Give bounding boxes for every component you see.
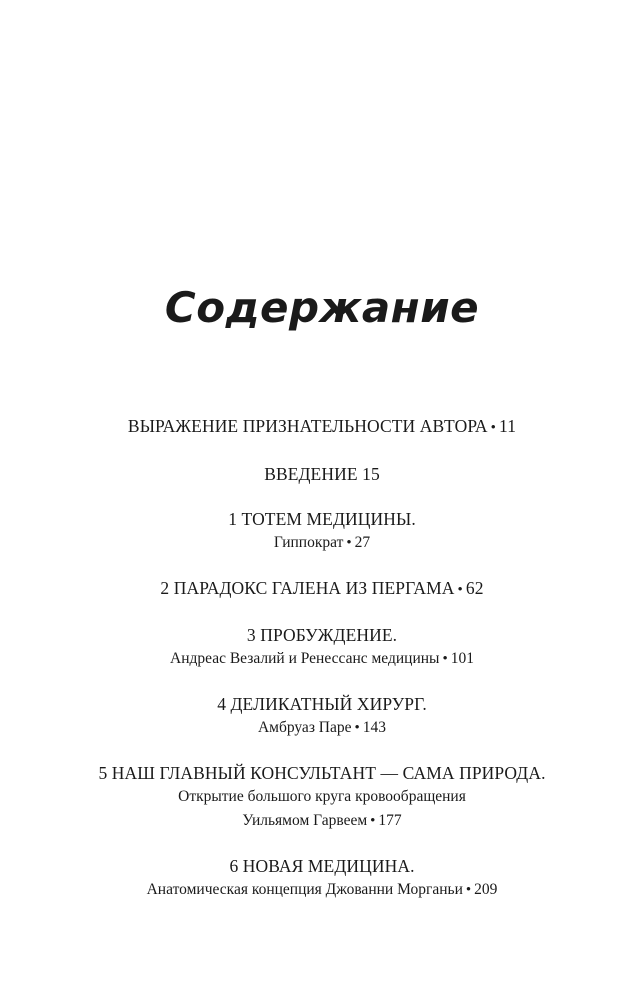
- toc-entry-page-number: 101: [450, 650, 474, 667]
- toc-entry-subtitle: [20, 878, 624, 902]
- toc-entry-chapter-1[interactable]: [20, 507, 624, 555]
- toc-entry-heading: [20, 576, 624, 602]
- toc-entry-chapter-4[interactable]: [20, 692, 624, 740]
- toc-entry-subtitle-line-1: Открытие большого круга кровообращения: [178, 788, 466, 805]
- bullet-separator: •: [370, 813, 376, 829]
- toc-entry-page-number: 27: [354, 534, 371, 551]
- toc-entry-page-number: 62: [465, 578, 484, 598]
- toc-entry-subtitle: [20, 531, 624, 555]
- toc-entry-page-number: 143: [362, 719, 387, 736]
- toc-entry-subtitle: [20, 716, 624, 740]
- toc-entry-subtitle: [20, 809, 624, 833]
- page-title: Содержание: [164, 283, 480, 333]
- toc-entry-heading: 3 ПРОБУЖДЕНИЕ.: [246, 625, 398, 645]
- toc-entry-heading: 6 НОВАЯ МЕДИЦИНА.: [229, 856, 415, 876]
- toc-entry-heading: 4 ДЕЛИКАТНЫЙ ХИРУРГ.: [217, 694, 427, 714]
- toc-entry-subtitle: [20, 647, 624, 671]
- toc-entry-chapter-3[interactable]: [20, 623, 624, 671]
- toc-entry-chapter-2[interactable]: [20, 576, 624, 602]
- toc-entry-subtitle-text: Амбруаз Паре: [257, 719, 352, 736]
- toc-entry-title: ВВЕДЕНИЕ 15: [264, 464, 380, 484]
- bullet-separator: •: [346, 535, 352, 551]
- toc-entry-heading: 1 ТОТЕМ МЕДИЦИНЫ.: [228, 509, 416, 529]
- bullet-separator: •: [457, 582, 463, 598]
- toc-entry-heading: 5 НАШ ГЛАВНЫЙ КОНСУЛЬТАНТ — САМА ПРИРОДА.: [98, 763, 546, 783]
- toc-entry-chapter-6[interactable]: [20, 854, 624, 902]
- toc-entry-page-number: 209: [474, 881, 498, 898]
- toc-entry-heading: [20, 414, 624, 440]
- table-of-contents: [20, 414, 624, 902]
- toc-entry-introduction[interactable]: [20, 462, 624, 486]
- toc-entry-title: ВЫРАЖЕНИЕ ПРИЗНАТЕЛЬНОСТИ АВТОРА: [127, 416, 488, 436]
- bullet-separator: •: [442, 651, 448, 667]
- bullet-separator: •: [490, 420, 497, 436]
- toc-entry-page-number: 177: [378, 812, 402, 829]
- toc-entry-acknowledgements[interactable]: [20, 414, 624, 440]
- bullet-separator: •: [465, 882, 472, 898]
- toc-entry-subtitle-text: Уильямом Гарвеем: [242, 812, 368, 829]
- toc-entry-subtitle-text: Анатомическая концепция Джованни Морганьи: [146, 881, 463, 898]
- bullet-separator: •: [354, 720, 360, 736]
- toc-entry-chapter-5[interactable]: [20, 761, 624, 833]
- toc-entry-subtitle-text: Андреас Везалий и Ренессанс медицины: [170, 650, 440, 667]
- toc-entry-title: 2 ПАРАДОКС ГАЛЕНА ИЗ ПЕРГАМА: [160, 578, 455, 598]
- toc-entry-heading: [20, 462, 624, 486]
- toc-entry-page-number: 11: [499, 416, 517, 436]
- toc-entry-subtitle-text: Гиппократ: [273, 534, 344, 551]
